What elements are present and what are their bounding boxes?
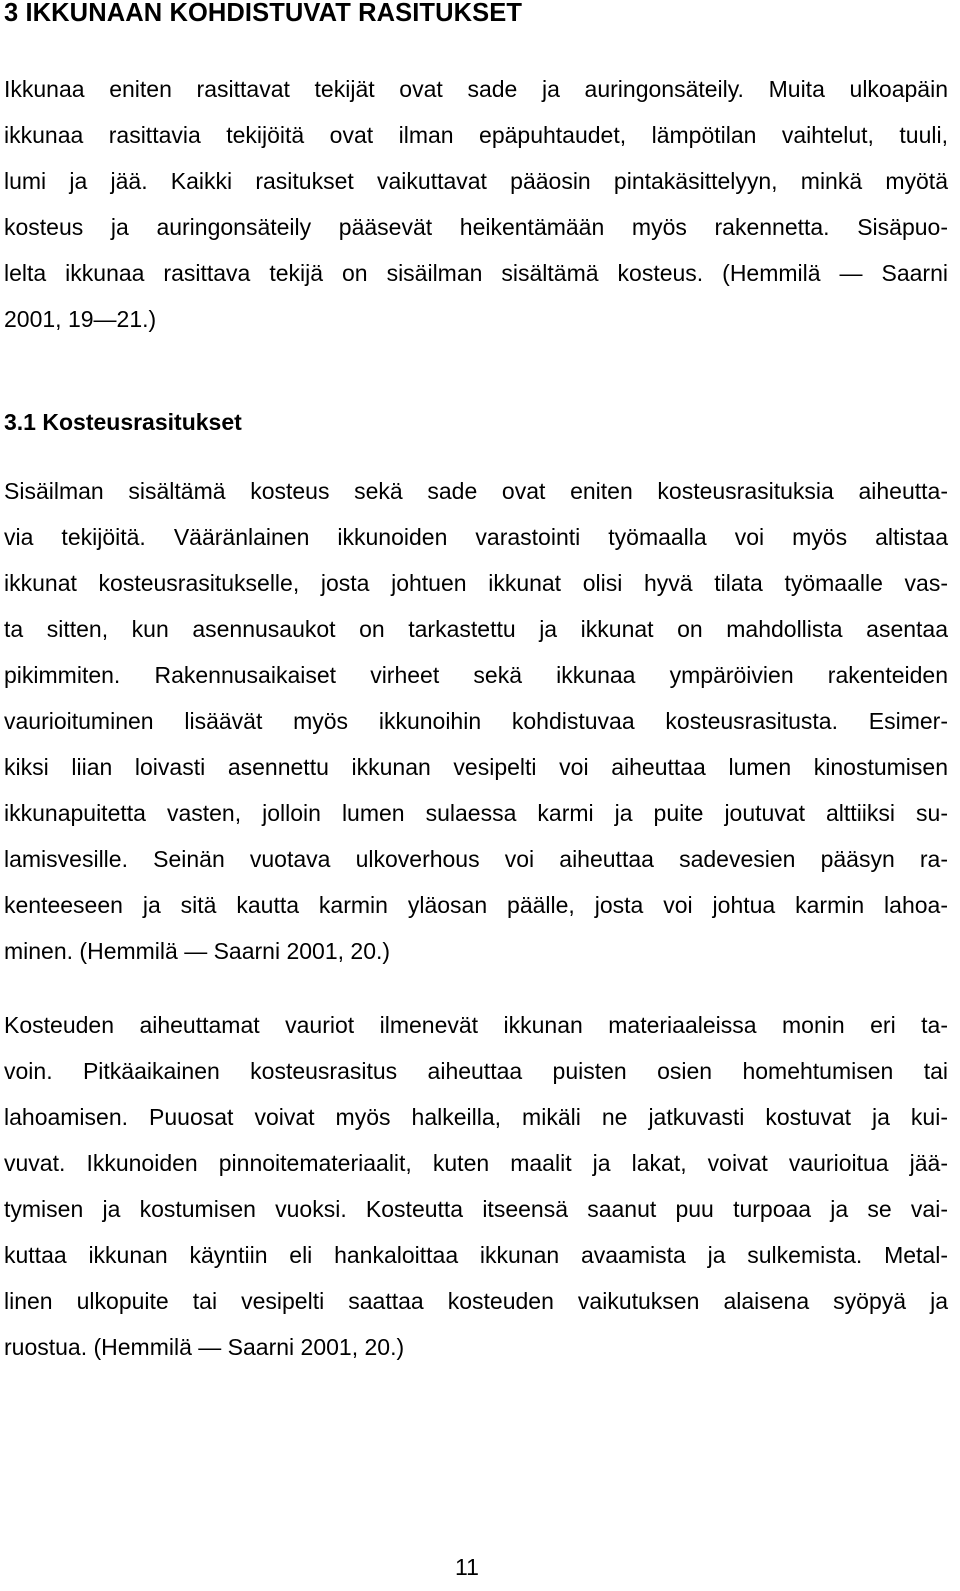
text-line: ikkunaa rasittavia tekijöitä ovat ilman epäpuhtaudet, lämpötilan vaihtelut, tuuli, <box>4 122 948 148</box>
text-line: ruostua. (Hemmilä — Saarni 2001, 20.) <box>4 1334 405 1360</box>
text-line: minen. (Hemmilä — Saarni 2001, 20.) <box>4 938 391 964</box>
text-line: Kosteuden aiheuttamat vauriot ilmenevät ikkunan materiaaleissa monin eri ta- <box>4 1012 948 1038</box>
paragraph-moisture <box>4 468 948 974</box>
paragraph-damage <box>4 1002 948 1370</box>
text-line: lamisvesille. Seinän vuotava ulkoverhous voi aiheuttaa sadevesien pääsyn ra- <box>4 846 948 872</box>
text-line: lahoamisen. Puuosat voivat myös halkeilla, mikäli ne jatkuvasti kostuvat ja kui- <box>4 1104 948 1130</box>
text-line: tymisen ja kostumisen vuoksi. Kosteutta itseensä saanut puu turpoaa ja se vai- <box>4 1196 948 1222</box>
text-line: pikimmiten. Rakennusaikaiset virheet sekä ikkunaa ympäröivien rakenteiden <box>4 662 948 688</box>
text-line: kuttaa ikkunan käyntiin eli hankaloittaa ikkunan avaamista ja sulkemista. Metal- <box>4 1242 948 1268</box>
page-number: 11 <box>455 1554 479 1580</box>
paragraph-intro <box>4 66 948 342</box>
text-line: Sisäilman sisältämä kosteus sekä sade ovat eniten kosteusrasituksia aiheutta- <box>4 478 948 504</box>
text-line: vuvat. Ikkunoiden pinnoitemateriaalit, kuten maalit ja lakat, voivat vaurioitua jää- <box>4 1150 948 1176</box>
text-line: via tekijöitä. Vääränlainen ikkunoiden varastointi työmaalla voi myös altistaa <box>4 524 948 550</box>
text-line: linen ulkopuite tai vesipelti saattaa kosteuden vaikutuksen alaisena syöpyä ja <box>4 1288 948 1314</box>
text-line: kenteeseen ja sitä kautta karmin yläosan päälle, josta voi johtua karmin lahoa- <box>4 892 948 918</box>
text-line: vaurioituminen lisäävät myös ikkunoihin kohdistuvaa kosteusrasitusta. Esimer- <box>4 708 948 734</box>
text-line: ikkunat kosteusrasitukselle, josta johtuen ikkunat olisi hyvä tilata työmaalle vas- <box>4 570 948 596</box>
text-line: voin. Pitkäaikainen kosteusrasitus aiheuttaa puisten osien homehtumisen tai <box>4 1058 948 1084</box>
chapter-title: 3 IKKUNAAN KOHDISTUVAT RASITUKSET <box>4 0 523 27</box>
text-line: ta sitten, kun asennusaukot on tarkastettu ja ikkunat on mahdollista asentaa <box>4 616 948 642</box>
text-line: kosteus ja auringonsäteily pääsevät heikentämään myös rakennetta. Sisäpuo- <box>4 214 948 240</box>
text-line: lumi ja jää. Kaikki rasitukset vaikuttavat pääosin pintakäsittelyyn, minkä myötä <box>4 168 948 194</box>
text-line: ikkunapuitetta vasten, jolloin lumen sulaessa karmi ja puite joutuvat alttiiksi su- <box>4 800 948 826</box>
text-line: kiksi liian loivasti asennettu ikkunan vesipelti voi aiheuttaa lumen kinostumisen <box>4 754 948 780</box>
section-title: 3.1 Kosteusrasitukset <box>4 409 242 435</box>
text-line: 2001, 19—21.) <box>4 306 157 332</box>
text-line: Ikkunaa eniten rasittavat tekijät ovat sade ja auringonsäteily. Muita ulkoapäin <box>4 76 948 102</box>
text-line: lelta ikkunaa rasittava tekijä on sisäilman sisältämä kosteus. (Hemmilä — Saarni <box>4 260 948 286</box>
